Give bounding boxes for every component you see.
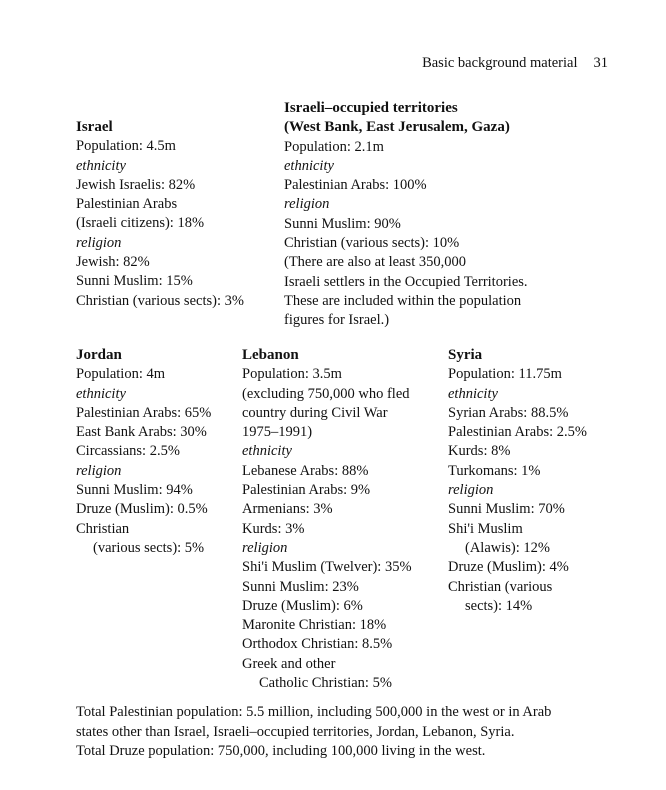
stat-line: Sunni Muslim: 94% (76, 482, 193, 499)
running-title: Basic background material (422, 55, 578, 71)
stat-line: Sunni Muslim: 70% (448, 501, 565, 518)
footer-line: Total Palestinian population: 5.5 million, including 500,000 in the west or in Arab (76, 704, 552, 720)
stat-line: religion (448, 482, 494, 499)
footer-line: Total Druze population: 750,000, including 100,000 living in the west. (76, 743, 486, 759)
jordan-lines (76, 365, 211, 558)
occupied-territories-section (284, 99, 528, 331)
israel-lines (76, 137, 244, 311)
israel-section (76, 118, 244, 311)
lebanon-heading: Lebanon (242, 347, 299, 363)
stat-line: 1975–1991) (242, 424, 313, 441)
stat-line: Sunni Muslim: 15% (76, 273, 193, 290)
stat-line: (excluding 750,000 who fled (242, 385, 410, 402)
stat-line: Palestinian Arabs: 100% (284, 177, 427, 194)
stat-line: Greek and other (242, 655, 336, 672)
stat-line: country during Civil War (242, 404, 388, 421)
stat-line: ethnicity (242, 443, 292, 460)
stat-line: religion (76, 234, 122, 251)
stat-line: Druze (Muslim): 0.5% (76, 501, 208, 518)
stat-line: East Bank Arabs: 30% (76, 424, 207, 441)
stat-line: Population: 11.75m (448, 366, 562, 383)
jordan-section (76, 346, 211, 558)
stat-line: Christian (various sects): 10% (284, 235, 460, 252)
israel-heading: Israel (76, 119, 113, 135)
stat-line: Palestinian Arabs: 9% (242, 482, 371, 499)
stat-line: religion (284, 196, 330, 213)
stat-line: Catholic Christian: 5% (259, 675, 392, 692)
stat-line: Kurds: 8% (448, 443, 511, 460)
stat-line: Armenians: 3% (242, 501, 333, 518)
running-header (422, 55, 608, 72)
stat-line: Population: 4.5m (76, 138, 176, 155)
stat-line: Lebanese Arabs: 88% (242, 462, 369, 479)
stat-line: (There are also at least 350,000 (284, 254, 466, 271)
stat-line: ethnicity (284, 157, 334, 174)
stat-line: (Alawis): 12% (465, 539, 550, 556)
stat-line: Druze (Muslim): 6% (242, 597, 363, 614)
lebanon-section (242, 346, 412, 693)
stat-line: Orthodox Christian: 8.5% (242, 636, 393, 653)
stat-line: Christian (various (448, 578, 553, 595)
footer-line: states other than Israel, Israeli–occupied territories, Jordan, Lebanon, Syria. (76, 723, 515, 740)
stat-line: Christian (various sects): 3% (76, 292, 244, 309)
stat-line: Population: 4m (76, 366, 166, 383)
stat-line: Palestinian Arabs: 2.5% (448, 424, 587, 441)
occupied-heading-line1: Israeli–occupied territories (284, 100, 458, 116)
stat-line: Israeli settlers in the Occupied Territories. (284, 273, 528, 290)
syria-lines (448, 365, 587, 616)
footer-note (76, 703, 616, 762)
stat-line: ethnicity (448, 385, 498, 402)
stat-line: Druze (Muslim): 4% (448, 559, 569, 576)
stat-line: Palestinian Arabs (76, 196, 178, 213)
stat-line: Christian (76, 520, 130, 537)
stat-line: sects): 14% (465, 597, 533, 614)
stat-line: Palestinian Arabs: 65% (76, 404, 212, 421)
stat-line: Kurds: 3% (242, 520, 305, 537)
stat-line: (Israeli citizens): 18% (76, 215, 205, 232)
occupied-heading-line2: (West Bank, East Jerusalem, Gaza) (284, 119, 510, 136)
stat-line: Sunni Muslim: 90% (284, 215, 401, 232)
stat-line: religion (76, 462, 122, 479)
stat-line: ethnicity (76, 157, 126, 174)
syria-section (448, 346, 587, 616)
lebanon-lines (242, 365, 412, 693)
stat-line: These are included within the population (284, 292, 522, 309)
stat-line: Sunni Muslim: 23% (242, 578, 359, 595)
jordan-heading: Jordan (76, 347, 122, 363)
stat-line: Turkomans: 1% (448, 462, 541, 479)
stat-line: ethnicity (76, 385, 126, 402)
stat-line: Jewish Israelis: 82% (76, 176, 196, 193)
page-number: 31 (593, 55, 608, 71)
occupied-lines (284, 138, 528, 331)
stat-line: (various sects): 5% (93, 539, 205, 556)
stat-line: Population: 2.1m (284, 138, 384, 155)
stat-line: Population: 3.5m (242, 366, 342, 383)
stat-line: Maronite Christian: 18% (242, 617, 387, 634)
stat-line: figures for Israel.) (284, 312, 390, 329)
stat-line: Circassians: 2.5% (76, 443, 180, 460)
stat-line: religion (242, 539, 288, 556)
stat-line: Syrian Arabs: 88.5% (448, 404, 569, 421)
stat-line: Shi'i Muslim (Twelver): 35% (242, 559, 412, 576)
stat-line: Jewish: 82% (76, 254, 150, 271)
syria-heading: Syria (448, 347, 483, 363)
stat-line: Shi'i Muslim (448, 520, 523, 537)
